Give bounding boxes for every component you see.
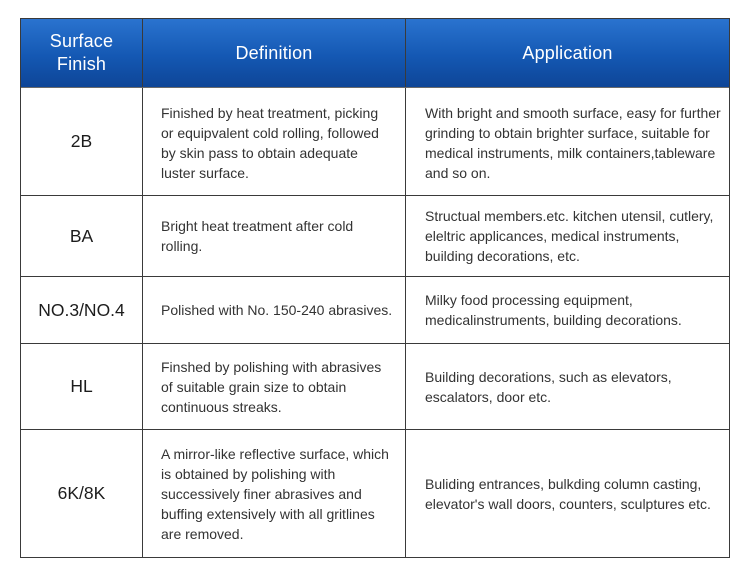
surface-finish-table bbox=[20, 18, 730, 558]
finish-cell bbox=[21, 430, 142, 557]
finish-label: HL bbox=[70, 376, 93, 396]
definition-text: Bright heat treatment after cold rolling. bbox=[161, 218, 354, 254]
application-cell bbox=[406, 344, 729, 429]
finish-label: 6K/8K bbox=[57, 483, 106, 503]
definition-text: Polished with No. 150-240 abrasives. bbox=[161, 302, 393, 318]
application-cell bbox=[406, 88, 729, 195]
definition-text: A mirror-like reflective surface, which is obtained by polishing with successively finer abrasives and buffing extensively with all gritlines are removed. bbox=[161, 445, 389, 542]
finish-label: NO.3/NO.4 bbox=[38, 299, 125, 320]
finish-cell bbox=[21, 344, 142, 429]
finish-label: 2B bbox=[70, 131, 93, 151]
definition-text: Finshed by polishing with abrasives of suitable grain size to obtain continuous streaks. bbox=[161, 358, 382, 415]
definition-cell bbox=[143, 344, 405, 429]
definition-cell bbox=[143, 430, 405, 557]
definition-text: Finished by heat treatment, picking or equipvalent cold rolling, followed by skin pass to obtain adequate luster surface. bbox=[161, 104, 379, 181]
application-text: Building decorations, such as elevators, escalators, door etc. bbox=[425, 368, 672, 405]
application-text: With bright and smooth surface, easy for further grinding to obtain brighter surface, suitable for medical instruments, milk containers,tableware and so on. bbox=[425, 104, 721, 181]
definition-cell bbox=[143, 88, 405, 195]
application-text: Structual members.etc. kitchen utensil, cutlery, eleltric applicances, medical instruments, building decorations, etc. bbox=[425, 208, 714, 264]
header-definition bbox=[143, 19, 405, 87]
table-row bbox=[21, 277, 729, 343]
finish-cell bbox=[21, 196, 142, 276]
finish-label: BA bbox=[69, 225, 94, 246]
header-application-label: Application bbox=[522, 42, 613, 63]
table-header bbox=[21, 19, 729, 87]
definition-cell bbox=[143, 277, 405, 343]
finish-cell bbox=[21, 277, 142, 343]
header-definition-label: Definition bbox=[235, 42, 313, 63]
table-row bbox=[21, 344, 729, 429]
application-text: Buliding entrances, bulkding column casting, elevator's wall doors, counters, sculptures etc. bbox=[425, 475, 711, 512]
table-row bbox=[21, 88, 729, 195]
application-cell bbox=[406, 277, 729, 343]
header-surface-finish bbox=[21, 19, 142, 87]
application-text: Milky food processing equipment, medicalinstruments, building decorations. bbox=[425, 292, 682, 328]
header-surface-finish-label: Surface Finish bbox=[49, 31, 114, 74]
table-row bbox=[21, 196, 729, 276]
application-cell bbox=[406, 430, 729, 557]
definition-cell bbox=[143, 196, 405, 276]
header-application bbox=[406, 19, 729, 87]
application-cell bbox=[406, 196, 729, 276]
table-row bbox=[21, 430, 729, 557]
finish-cell bbox=[21, 88, 142, 195]
